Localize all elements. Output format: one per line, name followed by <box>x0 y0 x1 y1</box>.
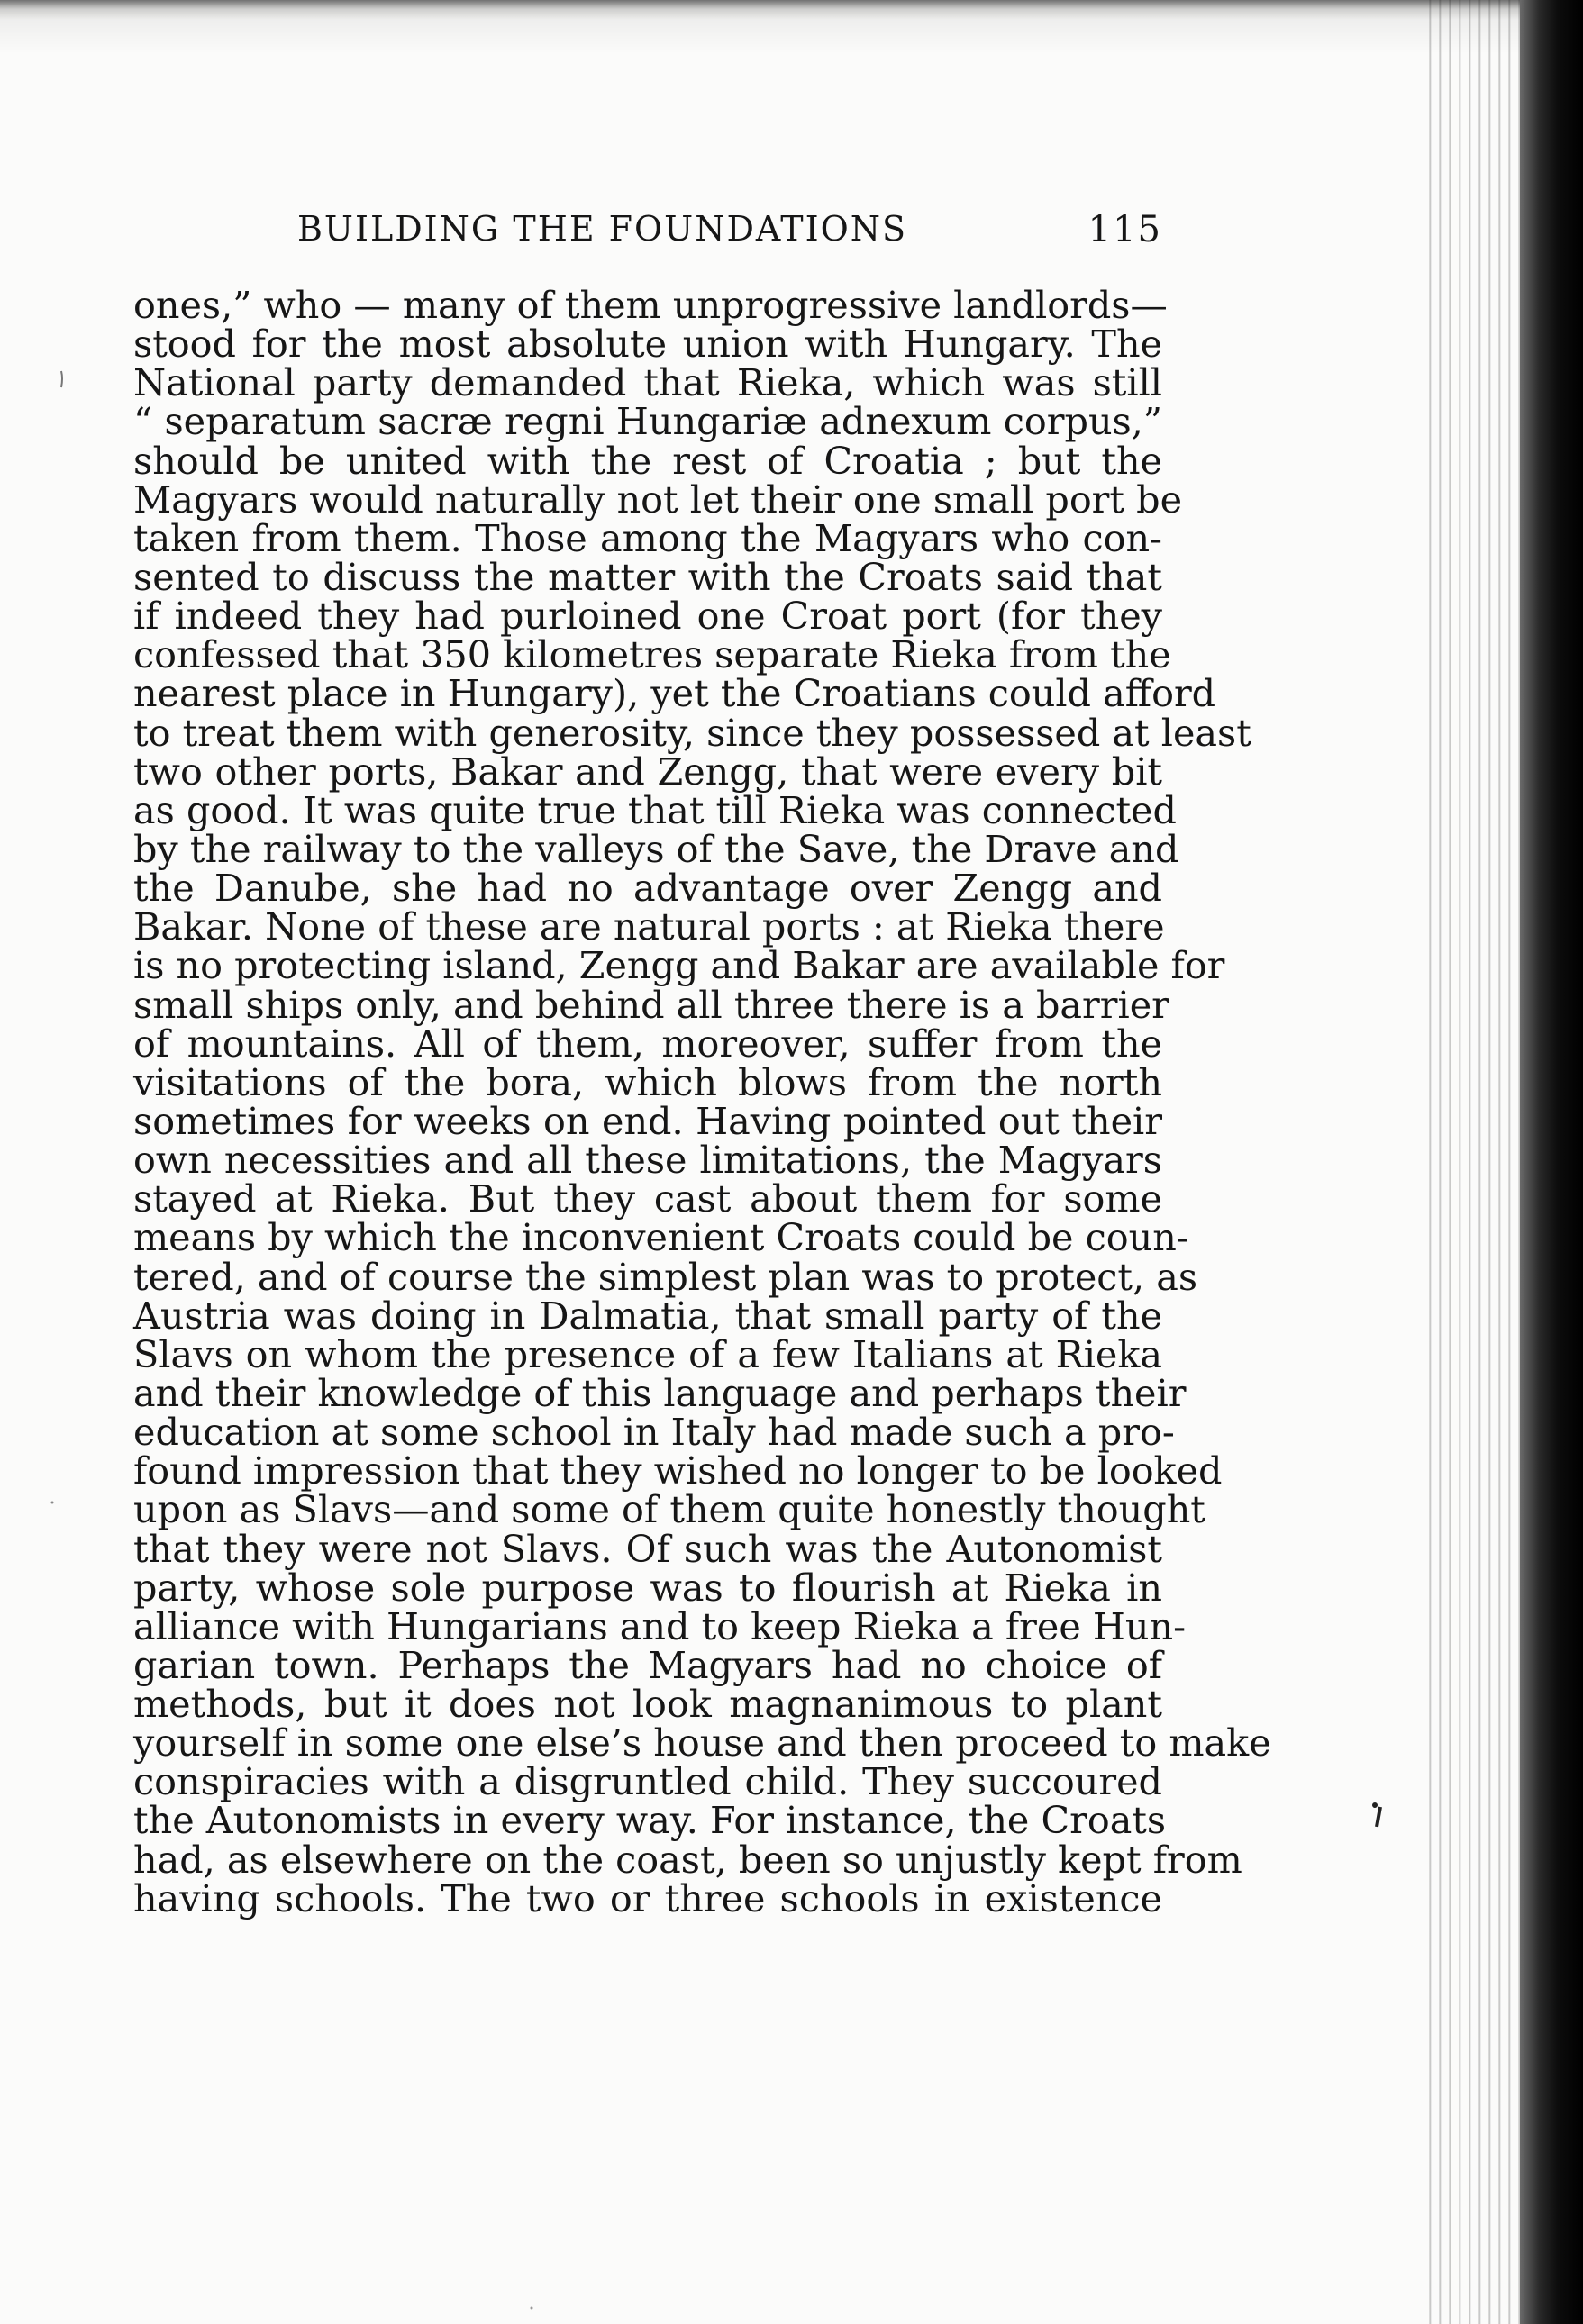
text-line: is no protecting island, Zengg and Bakar are available for <box>133 944 1225 988</box>
text-line: the Autonomists in every way. For instance, the Croats <box>133 1799 1167 1843</box>
page-header <box>297 209 1162 263</box>
text-line: to treat them with generosity, since they possessed at least <box>133 711 1251 755</box>
text-line: and their knowledge of this language and perhaps their <box>133 1371 1187 1415</box>
text-line: had, as elsewhere on the coast, been so unjustly kept from <box>133 1838 1242 1882</box>
text-line: garian town. Perhaps the Magyars had no choice of <box>133 1643 1162 1687</box>
speck-mark <box>1372 1802 1378 1808</box>
text-line: found impression that they wished no longer to be looked <box>133 1449 1223 1493</box>
text-line: party, whose sole purpose was to flourish at Rieka in <box>133 1566 1162 1610</box>
text-line: National party demanded that Rieka, which was still <box>133 361 1162 405</box>
page-edge-lines <box>1425 0 1524 2324</box>
text-line: visitations of the bora, which blows from the north <box>133 1060 1162 1104</box>
text-line: stood for the most absolute union with Hungary. The <box>133 322 1162 367</box>
text-line: as good. It was quite true that till Rieka was connected <box>133 788 1177 832</box>
text-line: Slavs on whom the presence of a few Italians at Rieka <box>133 1332 1162 1376</box>
text-line: having schools. The two or three schools in existence <box>133 1876 1162 1920</box>
book-binding-gutter <box>1425 0 1583 2324</box>
text-line: own necessities and all these limitations, the Magyars <box>133 1139 1162 1183</box>
speck-mark <box>531 2307 533 2310</box>
running-head: BUILDING THE FOUNDATIONS <box>297 209 908 249</box>
text-line: tered, and of course the simplest plan was to protect, as <box>133 1255 1198 1299</box>
body-text <box>133 284 1271 1920</box>
text-line: Bakar. None of these are natural ports : at Rieka there <box>133 905 1165 949</box>
text-line: stayed at Rieka. But they cast about them for some <box>133 1177 1162 1221</box>
text-line: if indeed they had purloined one Croat port (for they <box>133 595 1162 639</box>
text-line: conspiracies with a disgruntled child. They succoured <box>133 1760 1162 1804</box>
text-line: means by which the inconvenient Croats could be coun- <box>133 1216 1189 1260</box>
text-line: by the railway to the valleys of the Save, the Drave and <box>133 827 1179 871</box>
text-line: sometimes for weeks on end. Having pointed out their <box>133 1099 1162 1143</box>
text-line: “ separatum sacræ regni Hungariæ adnexum corpus,” <box>133 400 1162 444</box>
text-line: nearest place in Hungary), yet the Croatians could afford <box>133 672 1216 716</box>
text-line: confessed that 350 kilometres separate Rieka from the <box>133 633 1171 677</box>
text-line: small ships only, and behind all three there is a barrier <box>133 983 1169 1027</box>
speck-mark <box>51 1502 54 1504</box>
text-line: alliance with Hungarians and to keep Rieka a free Hun- <box>133 1604 1187 1648</box>
text-line: Austria was doing in Dalmatia, that small party of the <box>133 1294 1162 1338</box>
text-line: should be united with the rest of Croatia ; but the <box>133 439 1162 483</box>
text-line: that they were not Slavs. Of such was the Autonomist <box>133 1527 1162 1571</box>
text-line: of mountains. All of them, moreover, suffer from the <box>133 1021 1162 1066</box>
speck-mark <box>1377 1807 1380 1827</box>
text-line: Magyars would naturally not let their one small port be <box>133 477 1183 522</box>
text-line: upon as Slavs—and some of them quite honestly thought <box>133 1488 1205 1532</box>
speck-mark <box>61 371 62 387</box>
text-line: ones,” who — many of them unprogressive landlords— <box>133 284 1168 327</box>
text-line: the Danube, she had no advantage over Zengg and <box>133 867 1162 911</box>
binding-shadow <box>1520 0 1583 2324</box>
page-number: 115 <box>1087 209 1162 250</box>
text-line: two other ports, Bakar and Zengg, that were every bit <box>133 749 1162 794</box>
text-line: education at some school in Italy had made such a pro- <box>133 1411 1175 1455</box>
text-line: taken from them. Those among the Magyars who con- <box>133 516 1162 560</box>
text-line: sented to discuss the matter with the Croats said that <box>133 555 1162 599</box>
text-line: methods, but it does not look magnanimous to plant <box>133 1683 1162 1727</box>
text-line: yourself in some one else’s house and then proceed to make <box>133 1721 1271 1766</box>
scan-top-edge <box>0 0 1583 54</box>
